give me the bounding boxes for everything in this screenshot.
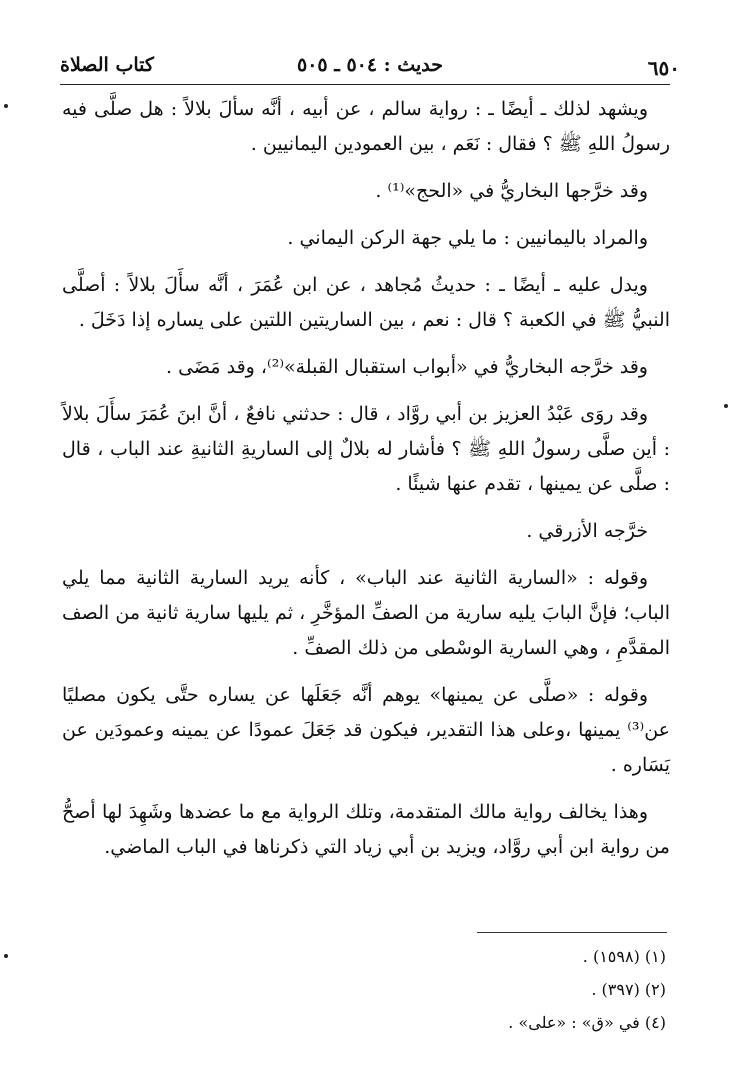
page-header <box>60 52 680 82</box>
paragraph: وقوله : «السارية الثانية عند الباب» ، كأنه يريد السارية الثانية مما يلي الباب؛ فإنَّ البابَ يليه سارية من الصفِّ المؤخَّرِ ، ثم يليها سارية ثانية من الصف المقدَّمِ ، وهي السارية الوسْطى من ذلك الصفِّ . <box>62 567 670 659</box>
footnote: (١) (١٥٩٨) . <box>582 947 666 966</box>
hadith-reference: حديث : ٥٠٤ ـ ٥٠٥ <box>297 54 443 76</box>
footnote: (٤) في «ق» : «على» . <box>508 1013 666 1032</box>
scan-mark <box>4 104 8 108</box>
book-title: كتاب الصلاة <box>60 54 154 76</box>
paragraph: وقد خرَّجه البخاريُّ في «أبواب استقبال القبلة»⁽²⁾، وقد مَضَى . <box>166 356 648 378</box>
paragraph: وقوله : «صلَّى عن يمينها» يوهم أنَّه جَعَلَها عن يساره حتَّى يكون مصليًا عن⁽³⁾ يمينها ،وعلى هذا التقدير، فيكون قد جَعَلَ عمودًا عن يمينه وعمودَين عن يَسَاره . <box>62 684 670 776</box>
scan-mark <box>4 954 8 958</box>
paragraph: ويشهد لذلك ـ أيضًا ـ : رواية سالم ، عن أبيه ، أنَّه سألَ بلالاً : هل صلَّى فيه رسولُ اللهِ ﷺ ؟ فقال : نَعَم ، بين العمودين اليمانيين . <box>62 98 670 155</box>
paragraph: وهذا يخالف رواية مالك المتقدمة، وتلك الرواية مع ما عضدها وشَهِدَ لها أصحُّ من رواية ابن أبي روَّاد، ويزيد بن أبي زياد التي ذكرناها في الباب الماضي. <box>62 801 670 858</box>
footnotes <box>106 940 666 1039</box>
paragraph: والمراد باليمانيين : ما يلي جهة الركن اليماني . <box>287 227 648 249</box>
paragraph: وقد روَى عَبْدُ العزيز بن أبي روَّاد ، قال : حدثني نافعٌ ، أنَّ ابنَ عُمَرَ سأَلَ بلالاً : أين صلَّى رسولُ اللهِ ﷺ ؟ فأشار له بلالٌ إلى الساريةِ الثانيةِ عند الباب ، قال : صلَّى عن يمينها ، تقدم عنها شيئًا . <box>62 403 670 495</box>
page-number: ٦٥٠ <box>647 56 680 80</box>
header-rule <box>60 84 670 85</box>
paragraph: ويدل عليه ـ أيضًا ـ : حديثُ مُجاهد ، عن ابن عُمَرَ ، أنَّه سأَلَ بلالاً : أصلَّى النبيُّ ﷺ في الكعبة ؟ قال : نعم ، بين الساريتين اللتين على يساره إذا دَخَلَ . <box>62 274 670 331</box>
main-text <box>62 92 670 865</box>
footnote: (٢) (٣٩٧) . <box>591 980 666 999</box>
paragraph: وقد خرَّجها البخاريُّ في «الحج»⁽¹⁾ . <box>375 180 648 202</box>
scan-mark <box>724 404 728 408</box>
paragraph: خرَّجه الأزرقي . <box>526 520 648 542</box>
footnote-rule <box>477 932 667 933</box>
